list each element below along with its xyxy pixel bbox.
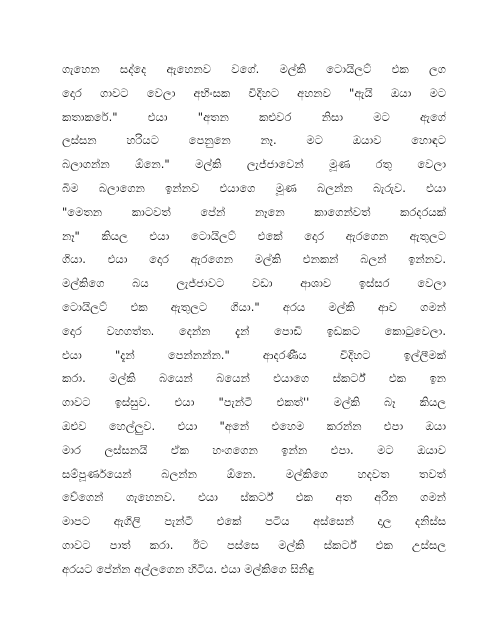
text-line-2: දොර ගාවට වෙලා අභිංසක විදිහට අහනව "ඇයි ඔයා මට — [62, 85, 446, 100]
text-line-15: ගාවට ඉස්සුව. එයා "පැන්ටී එකත්'' මල්කි බෑ කියල — [62, 395, 446, 410]
text-line-4: ලස්සන හරියට පෙනුනෙ නෑ. මට ඔයාව හොඳට — [62, 133, 446, 148]
text-line-12: දොර වහගත්ත. දෙන්න දැන් පොඩි ඉඩකට කොටුවෙලා. — [62, 323, 446, 338]
text-line-13: එයා "දැන් පෙන්නන්න." ආදරණීය විදිහට ඉල්ලීමක් — [62, 347, 446, 362]
text-line-22: අරයට පේන්න අල්ලගෙන හිටිය. එයා මල්කිගෙ සිනිඳු — [62, 561, 314, 576]
text-line-10: මල්කිගෙ බය ලැජ්ජාවට වඩා ආශාව ඉස්සර වෙලා — [62, 276, 446, 291]
text-line-19: වේගෙන් ගැහෙනව. එයා ස්කර්ට් එක අත අරින ගමන් — [62, 490, 446, 505]
text-line-20: මාපට ඇගිලි පැන්ටී එකේ පටිය අස්සෙන් දාල දනිස්ස — [62, 514, 446, 529]
text-line-21: ගාවට පාත් කරා. ඊට පස්සෙ මල්කි ස්කර්ට් එක උස්සල — [62, 537, 446, 552]
text-line-7: "මෙතන කාටවත් පේන් නෑනෙ කාගෙන්වත් කරදරයක් — [62, 204, 446, 219]
text-line-8: නෑ" කියල එයා ටොයිලට් එකේ දොර ඇරගෙන ඇතුලට — [62, 228, 446, 243]
text-line-11: ටොයිලට් එක ඇතුලට ගියා." අරය මල්කි ආව ගමන් — [62, 299, 446, 314]
text-line-14: කරා. මල්කි බයෙන් බයෙන් එයාගෙ ස්කර්ට් එක ඉන — [62, 371, 446, 386]
story-text — [62, 58, 446, 582]
text-line-17: මාර ලස්සනයි ඒක හංගගෙන ඉන්න එපා. මට ඔයාව — [62, 442, 446, 457]
text-line-5: බලාගන්න ඕනෙ." මල්කි ලැජ්ජාවෙන් මූණ රතු වෙලා — [62, 157, 446, 172]
text-line-6: බිම බලාගෙන ඉන්නව එයාගෙ මූණ බලන්න බැරුව. එයා — [62, 180, 446, 195]
text-line-18: සම්පූර්ණයෙන් බලන්න ඕනෙ. මල්කිගෙ හදවත තවත් — [62, 466, 446, 481]
text-line-1: ගැහෙන සද්දෙ ඇහෙනව වගේ. මල්කි ටොයිලට් එක ලග — [62, 62, 446, 76]
text-line-16: ඔළුව හෙල්ලුව. එයා "අනේ එහෙම කරන්න එපා ඔයා — [62, 418, 446, 433]
text-line-3: කතාකරේ." එයා "අතන කළුවර නිසා මට ඇගේ — [62, 109, 446, 124]
text-line-9: ගියා. එයා දොර ඇරගෙන මල්කි එනකන් බලන් ඉන්නව. — [62, 252, 446, 267]
